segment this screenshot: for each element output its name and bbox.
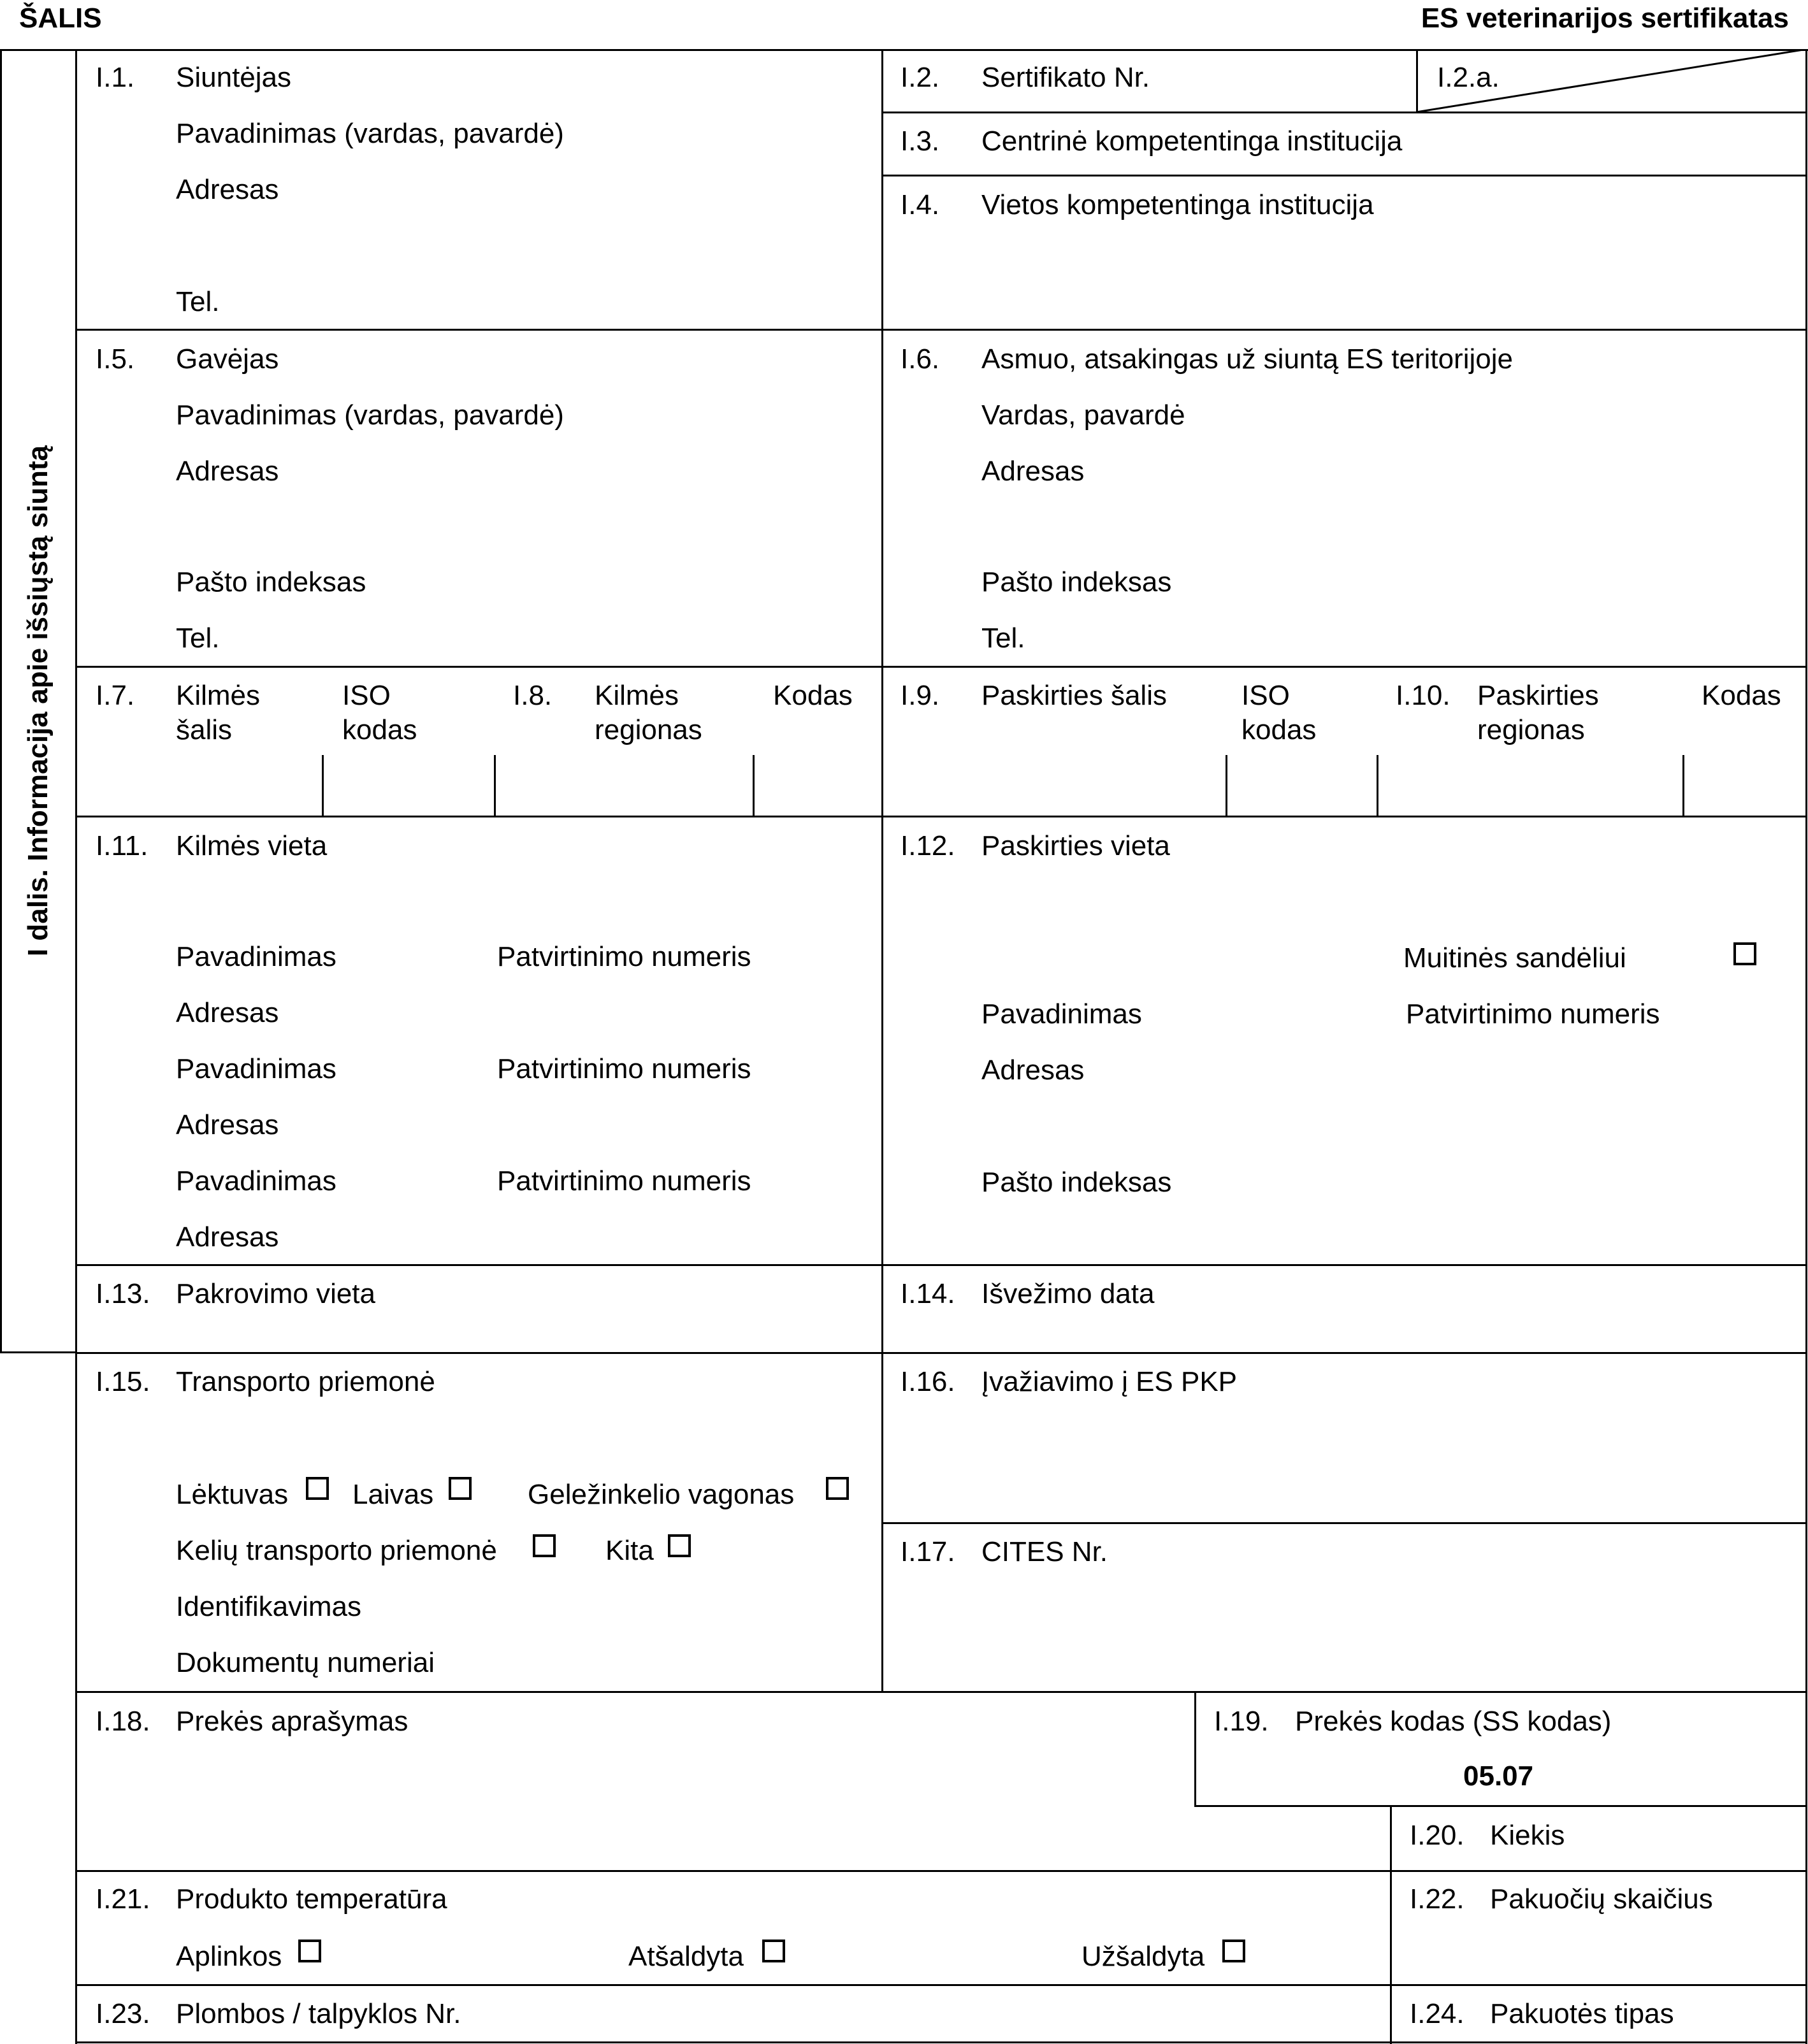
rule-iso-i8	[494, 755, 496, 816]
i12-address-label: Adresas	[981, 1054, 1085, 1086]
rule-row3-bottom	[75, 816, 1807, 817]
i8-number: I.8.	[513, 680, 553, 711]
certificate-title: ES veterinarijos sertifikatas	[1421, 3, 1789, 34]
i17-number: I.17.	[900, 1536, 955, 1567]
i3-number: I.3.	[900, 126, 940, 157]
i5-tel-label: Tel.	[176, 623, 220, 654]
i11-entry1-address: Adresas	[176, 997, 279, 1028]
rule-main-right	[1805, 49, 1807, 2044]
country-label: ŠALIS	[19, 3, 102, 34]
rule-middle	[881, 49, 883, 1692]
i22-number: I.22.	[1410, 1883, 1464, 1915]
i21-frozen-checkbox[interactable]	[1222, 1940, 1245, 1962]
i9-iso-line1: ISO	[1241, 680, 1290, 711]
i10-code-label: Kodas	[1702, 680, 1781, 711]
rule-i2-bottom	[881, 112, 1807, 113]
i1-name-label: Pavadinimas (vardas, pavardė)	[176, 118, 564, 149]
i24-packaging-type-label: Pakuotės tipas	[1490, 1998, 1674, 2029]
i15-rail-checkbox[interactable]	[826, 1477, 849, 1500]
i20-number: I.20.	[1410, 1820, 1464, 1851]
rule-i18-i19	[1194, 1691, 1196, 1806]
i19-commodity-code-label: Prekės kodas (SS kodas)	[1295, 1706, 1612, 1737]
i15-ship-label: Laivas	[352, 1479, 434, 1510]
i13-number: I.13.	[96, 1278, 150, 1309]
i11-entry2-approval: Patvirtinimo numeris	[497, 1053, 751, 1084]
part-one-sidebar	[0, 50, 76, 1352]
i23-seal-label: Plombos / talpyklos Nr.	[176, 1998, 461, 2029]
rule-i10-code	[1682, 755, 1684, 816]
i11-entry3-name: Pavadinimas	[176, 1165, 336, 1197]
i9-number: I.9.	[900, 680, 940, 711]
i12-name-label: Pavadinimas	[981, 998, 1142, 1030]
i15-rail-label: Geležinkelio vagonas	[528, 1479, 795, 1510]
i16-entry-bip-label: Įvažiavimo į ES PKP	[981, 1366, 1238, 1397]
i2-certificate-number-label: Sertifikato Nr.	[981, 62, 1150, 93]
i12-approval-label: Patvirtinimo numeris	[1406, 998, 1660, 1030]
rule-sidebar-left	[0, 49, 2, 1352]
i7-iso-line2: kodas	[342, 714, 417, 745]
i6-number: I.6.	[900, 343, 940, 375]
i1-consignor-title: Siuntėjas	[176, 62, 292, 93]
i5-consignee-title: Gavėjas	[176, 343, 279, 375]
i14-number: I.14.	[900, 1278, 955, 1309]
i21-chilled-label: Atšaldyta	[628, 1941, 744, 1972]
i15-ship-checkbox[interactable]	[449, 1477, 472, 1500]
i19-commodity-code-value: 05.07	[1463, 1760, 1534, 1792]
i24-number: I.24.	[1410, 1998, 1464, 2029]
i21-frozen-label: Užšaldyta	[1081, 1941, 1205, 1972]
i23-number: I.23.	[96, 1998, 150, 2029]
rule-row4-bottom	[75, 1264, 1807, 1266]
i22-packages-label: Pakuočių skaičius	[1490, 1883, 1713, 1915]
i11-entry1-name: Pavadinimas	[176, 941, 336, 972]
i15-other-label: Kita	[605, 1535, 654, 1566]
i6-tel-label: Tel.	[981, 623, 1025, 654]
i9-iso-line2: kodas	[1241, 714, 1317, 745]
i21-ambient-label: Aplinkos	[176, 1941, 282, 1972]
i7-title-line2: šalis	[176, 714, 233, 745]
i21-ambient-checkbox[interactable]	[298, 1940, 321, 1962]
i15-road-checkbox[interactable]	[533, 1534, 556, 1557]
i7-number: I.7.	[96, 680, 135, 711]
i8-code-label: Kodas	[773, 680, 853, 711]
i5-postcode-label: Pašto indeksas	[176, 566, 366, 598]
i18-number: I.18.	[96, 1706, 150, 1737]
rule-iso-i10	[1377, 755, 1378, 816]
rule-row5-bottom	[75, 1352, 1807, 1354]
i12-customs-warehouse-label: Muitinės sandėliui	[1403, 942, 1626, 974]
i11-entry1-approval: Patvirtinimo numeris	[497, 941, 751, 972]
rule-row2-bottom	[75, 666, 1807, 668]
rule-sidebar-bottom	[0, 1351, 76, 1353]
i8-title-line1: Kilmės	[595, 680, 679, 711]
i20-quantity-label: Kiekis	[1490, 1820, 1565, 1851]
i18-description-label: Prekės aprašymas	[176, 1706, 409, 1737]
rule-i8-code	[753, 755, 755, 816]
i12-customs-warehouse-checkbox[interactable]	[1733, 942, 1756, 965]
rule-i19-bottom	[1194, 1805, 1807, 1807]
i2-number: I.2.	[900, 62, 940, 93]
i4-number: I.4.	[900, 189, 940, 220]
i7-title-line1: Kilmės	[176, 680, 261, 711]
part-one-label: I dalis. Informacija apie išsiųstą siuntą	[22, 445, 54, 957]
rule-row6-bottom	[75, 1691, 1807, 1693]
i9-destination-country-label: Paskirties šalis	[981, 680, 1167, 711]
rule-row8-bottom	[75, 1984, 1807, 1986]
i15-number: I.15.	[96, 1366, 150, 1397]
i17-cites-label: CITES Nr.	[981, 1536, 1108, 1567]
i5-name-label: Pavadinimas (vardas, pavardė)	[176, 399, 564, 431]
rule-main-left	[75, 49, 77, 2044]
rule-i9-iso	[1226, 755, 1227, 816]
i15-other-checkbox[interactable]	[668, 1534, 691, 1557]
i11-number: I.11.	[96, 830, 148, 861]
i4-local-authority-label: Vietos kompetentinga institucija	[981, 189, 1374, 220]
i21-chilled-checkbox[interactable]	[762, 1940, 785, 1962]
i10-title-line1: Paskirties	[1477, 680, 1599, 711]
i6-postcode-label: Pašto indeksas	[981, 566, 1172, 598]
i6-name-label: Vardas, pavardė	[981, 399, 1185, 431]
i12-postcode-label: Pašto indeksas	[981, 1167, 1172, 1198]
i11-entry3-approval: Patvirtinimo numeris	[497, 1165, 751, 1197]
i11-entry2-address: Adresas	[176, 1109, 279, 1141]
rule-row7-bottom	[75, 1870, 1807, 1872]
i1-number: I.1.	[96, 62, 135, 93]
rule-bottom	[75, 2041, 1807, 2043]
i6-address-label: Adresas	[981, 456, 1085, 487]
i8-title-line2: regionas	[595, 714, 702, 745]
i3-central-authority-label: Centrinė kompetentinga institucija	[981, 126, 1403, 157]
i11-origin-title: Kilmės vieta	[176, 830, 328, 861]
i15-document-numbers-label: Dokumentų numeriai	[176, 1647, 435, 1678]
i15-plane-label: Lėktuvas	[176, 1479, 289, 1510]
i10-title-line2: regionas	[1477, 714, 1585, 745]
rule-i16-bottom	[881, 1522, 1807, 1524]
i5-number: I.5.	[96, 343, 135, 375]
i14-departure-date-label: Išvežimo data	[981, 1278, 1155, 1309]
i15-road-label: Kelių transporto priemonė	[176, 1535, 497, 1566]
i5-address-label: Adresas	[176, 456, 279, 487]
i21-temperature-title: Produkto temperatūra	[176, 1883, 447, 1915]
i21-number: I.21.	[96, 1883, 150, 1915]
i19-number: I.19.	[1214, 1706, 1269, 1737]
i15-transport-title: Transporto priemonė	[176, 1366, 435, 1397]
i6-responsible-person-title: Asmuo, atsakingas už siuntą ES teritorijoje	[981, 343, 1513, 375]
rule-i7-iso	[322, 755, 324, 816]
rule-row1-bottom	[75, 329, 1807, 331]
rule-right-column	[1390, 1805, 1392, 2044]
i15-plane-checkbox[interactable]	[306, 1477, 329, 1500]
i13-loading-place-label: Pakrovimo vieta	[176, 1278, 376, 1309]
i11-entry2-name: Pavadinimas	[176, 1053, 336, 1084]
i10-number: I.10.	[1396, 680, 1450, 711]
i12-number: I.12.	[900, 830, 955, 861]
i12-destination-title: Paskirties vieta	[981, 830, 1170, 861]
i15-identification-label: Identifikavimas	[176, 1591, 362, 1622]
i1-tel-label: Tel.	[176, 286, 220, 317]
i7-iso-line1: ISO	[342, 680, 391, 711]
rule-i3-bottom	[881, 175, 1807, 176]
i1-address-label: Adresas	[176, 174, 279, 205]
i16-number: I.16.	[900, 1366, 955, 1397]
i11-entry3-address: Adresas	[176, 1221, 279, 1253]
i2a-label: I.2.a.	[1437, 62, 1500, 93]
